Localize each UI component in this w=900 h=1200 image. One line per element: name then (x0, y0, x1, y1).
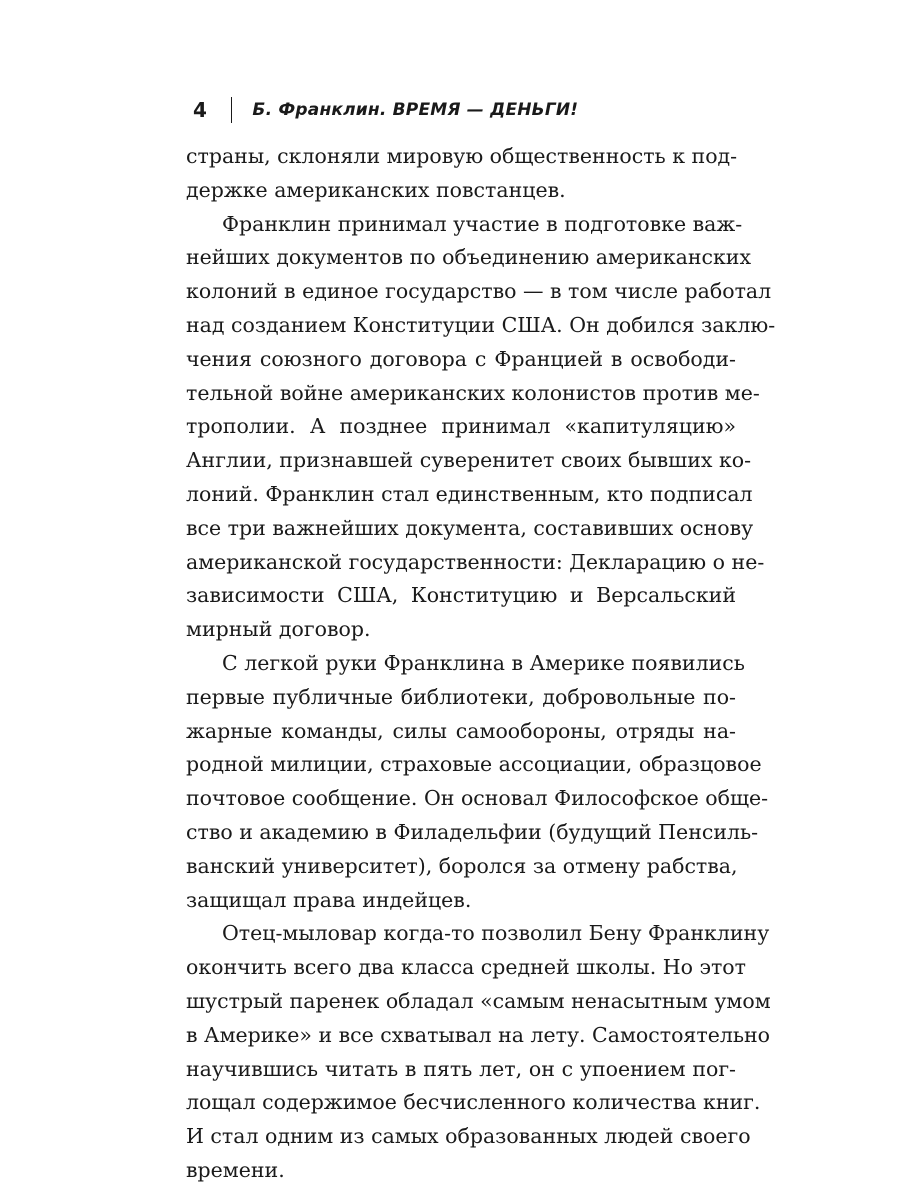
text-line: держке американских повстанцев. (186, 177, 566, 202)
paragraph (186, 647, 769, 917)
text-line: над созданием Конституции США. Он добился заклю- (186, 312, 776, 337)
text-line: страны, склоняли мировую общественность к под- (186, 144, 738, 168)
text-line: трополии. А позднее принимал «капитуляцию» (186, 414, 736, 439)
text-line: родной милиции, страховые ассоциации, образцовое (186, 752, 762, 777)
text-line: тельной войне американских колонистов против ме- (186, 380, 760, 405)
text-line: ванский университет), боролся за отмену рабства, (186, 853, 738, 878)
text-line: С легкой руки Франклина в Америке появились (222, 650, 745, 675)
text-line: американской государственности: Декларацию о не- (186, 549, 765, 574)
text-line: в Америке» и все схватывал на лету. Самостоятельно (186, 1022, 771, 1047)
text-line: мирный договор. (186, 617, 371, 642)
text-line: колоний в единое государство — в том числе работал (186, 279, 772, 304)
running-title: Б. Франклин. ВРЕМЯ — ДЕНЬГИ! (252, 100, 579, 120)
text-line: чения союзного договора с Францией в освободи- (186, 346, 736, 371)
text-line: жарные команды, силы самообороны, отряды на- (186, 718, 736, 743)
paragraph (186, 208, 776, 647)
page-number: 4 (193, 98, 207, 122)
text-line: И стал одним из самых образованных людей своего (186, 1124, 751, 1149)
text-line: все три важнейших документа, составивших основу (186, 515, 754, 540)
text-line: ство и академию в Филадельфии (будущий Пенсиль- (186, 819, 759, 844)
text-line: зависимости США, Конституцию и Версальский (186, 583, 736, 608)
text-line: окончить всего два класса средней школы. Но этот (186, 955, 746, 980)
paragraph (186, 917, 771, 1187)
text-line: нейших документов по объединению американских (186, 245, 752, 270)
text-line: Англии, признавшей суверенитет своих бывших ко- (186, 448, 752, 473)
running-head (193, 96, 578, 124)
text-line: первые публичные библиотеки, добровольные по- (186, 684, 736, 709)
text-line: Франклин принимал участие в подготовке важ- (222, 211, 743, 236)
header-divider (231, 97, 233, 123)
text-line: лощал содержимое бесчисленного количества книг. (186, 1090, 761, 1115)
text-line: научившись читать в пять лет, он с упоением пог- (186, 1056, 736, 1081)
text-line: Отец-мыловар когда-то позволил Бену Франклину (222, 921, 770, 946)
text-line: времени. (186, 1157, 285, 1182)
paragraph (186, 140, 736, 208)
body-text (186, 140, 776, 1188)
text-line: шустрый паренек обладал «самым ненасытным умом (186, 988, 771, 1013)
text-line: лоний. Франклин стал единственным, кто подписал (186, 481, 753, 506)
text-line: почтовое сообщение. Он основал Философское обще- (186, 786, 769, 811)
text-line: защищал права индейцев. (186, 887, 472, 912)
